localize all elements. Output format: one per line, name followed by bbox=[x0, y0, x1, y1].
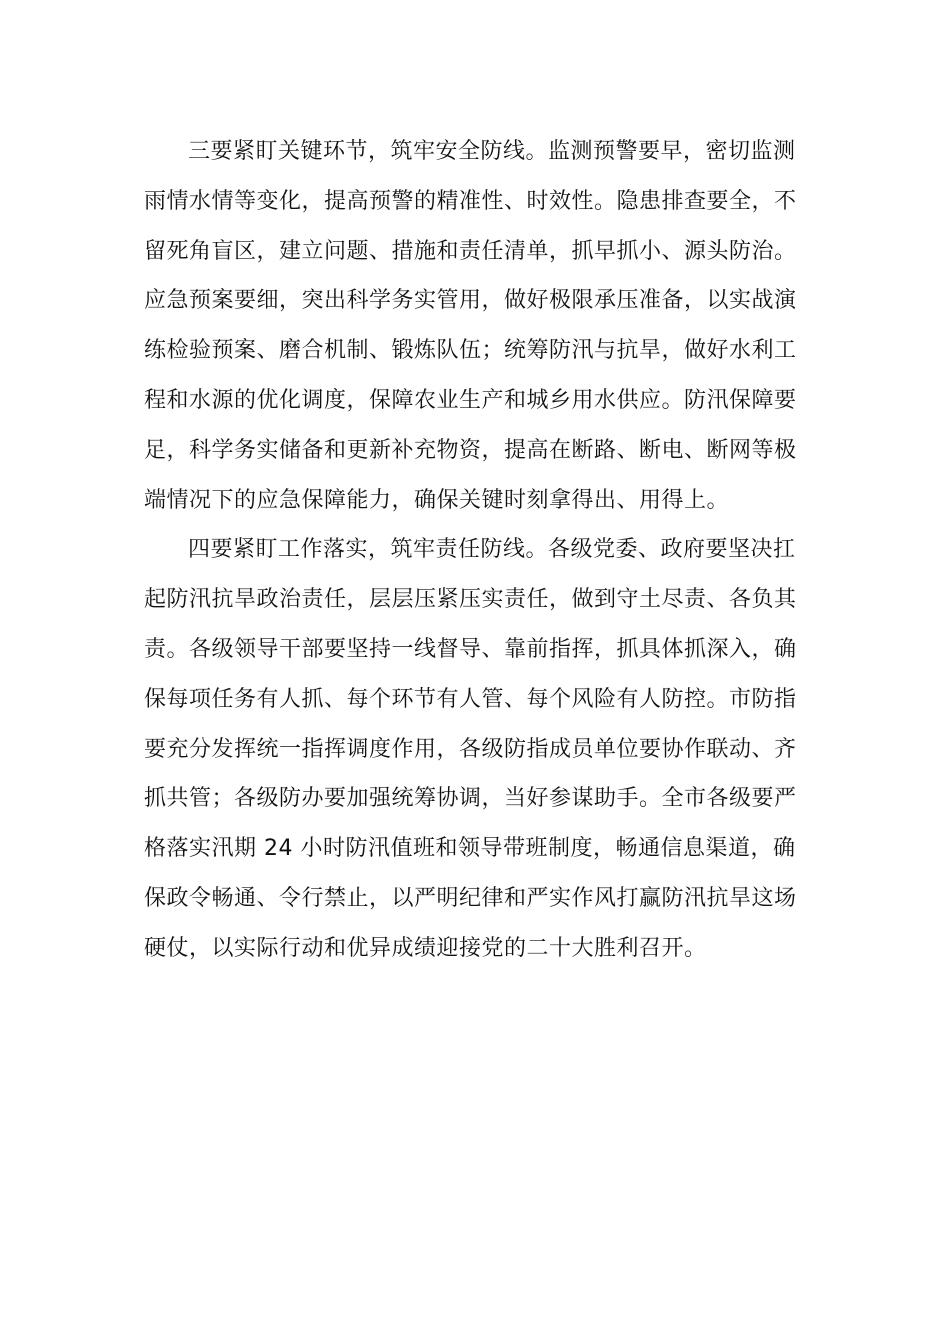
paragraph-line: 三要紧盯关键环节，筑牢安全防线。监测预警要早，密切监测 bbox=[188, 139, 796, 164]
paragraph-line: 练检验预案、磨合机制、锻炼队伍；统筹防汛与抗旱，做好水利工 bbox=[144, 338, 797, 364]
paragraph-line: 保每项任务有人抓、每个环节有人管、每个风险有人防控。市防指 bbox=[144, 686, 797, 712]
paragraph-line: 足，科学务实储备和更新补充物资，提高在断路、断电、断网等极 bbox=[144, 437, 797, 463]
paragraph-line: 雨情水情等变化，提高预警的精准性、时效性。隐患排查要全，不 bbox=[144, 188, 797, 214]
paragraph-line: 四要紧盯工作落实，筑牢责任防线。各级党委、政府要坚决扛 bbox=[188, 537, 796, 563]
paragraph-line: 端情况下的应急保障能力，确保关键时刻拿得出、用得上。 bbox=[144, 487, 730, 513]
paragraph-line: 抓共管；各级防办要加强统筹协调，当好参谋助手。全市各级要严 bbox=[144, 786, 797, 812]
paragraph-line: 留死角盲区，建立问题、措施和责任清单，抓早抓小、源头防治。 bbox=[144, 238, 797, 264]
paragraph-line: 责。各级领导干部要坚持一线督导、靠前指挥，抓具体抓深入，确 bbox=[144, 636, 797, 662]
paragraph-line: 起防汛抗旱政治责任，层层压紧压实责任，做到守土尽责、各负其 bbox=[144, 587, 797, 613]
paragraph-line: 要充分发挥统一指挥调度作用，各级防指成员单位要协作联动、齐 bbox=[144, 736, 797, 762]
paragraph-work-implementation bbox=[144, 525, 810, 973]
document-body bbox=[144, 127, 810, 974]
paragraph-line: 硬仗，以实际行动和优异成绩迎接党的二十大胜利召开。 bbox=[144, 935, 707, 961]
paragraph-line: 应急预案要细，突出科学务实管用，做好极限承压准备，以实战演 bbox=[144, 288, 797, 314]
paragraph-line: 格落实汛期 24 小时防汛值班和领导带班制度，畅通信息渠道，确 bbox=[144, 836, 796, 862]
paragraph-line: 程和水源的优化调度，保障农业生产和城乡用水供应。防汛保障要 bbox=[144, 387, 797, 413]
paragraph-key-links bbox=[144, 127, 810, 525]
paragraph-line: 保政令畅通、令行禁止，以严明纪律和严实作风打赢防汛抗旱这场 bbox=[144, 885, 797, 911]
